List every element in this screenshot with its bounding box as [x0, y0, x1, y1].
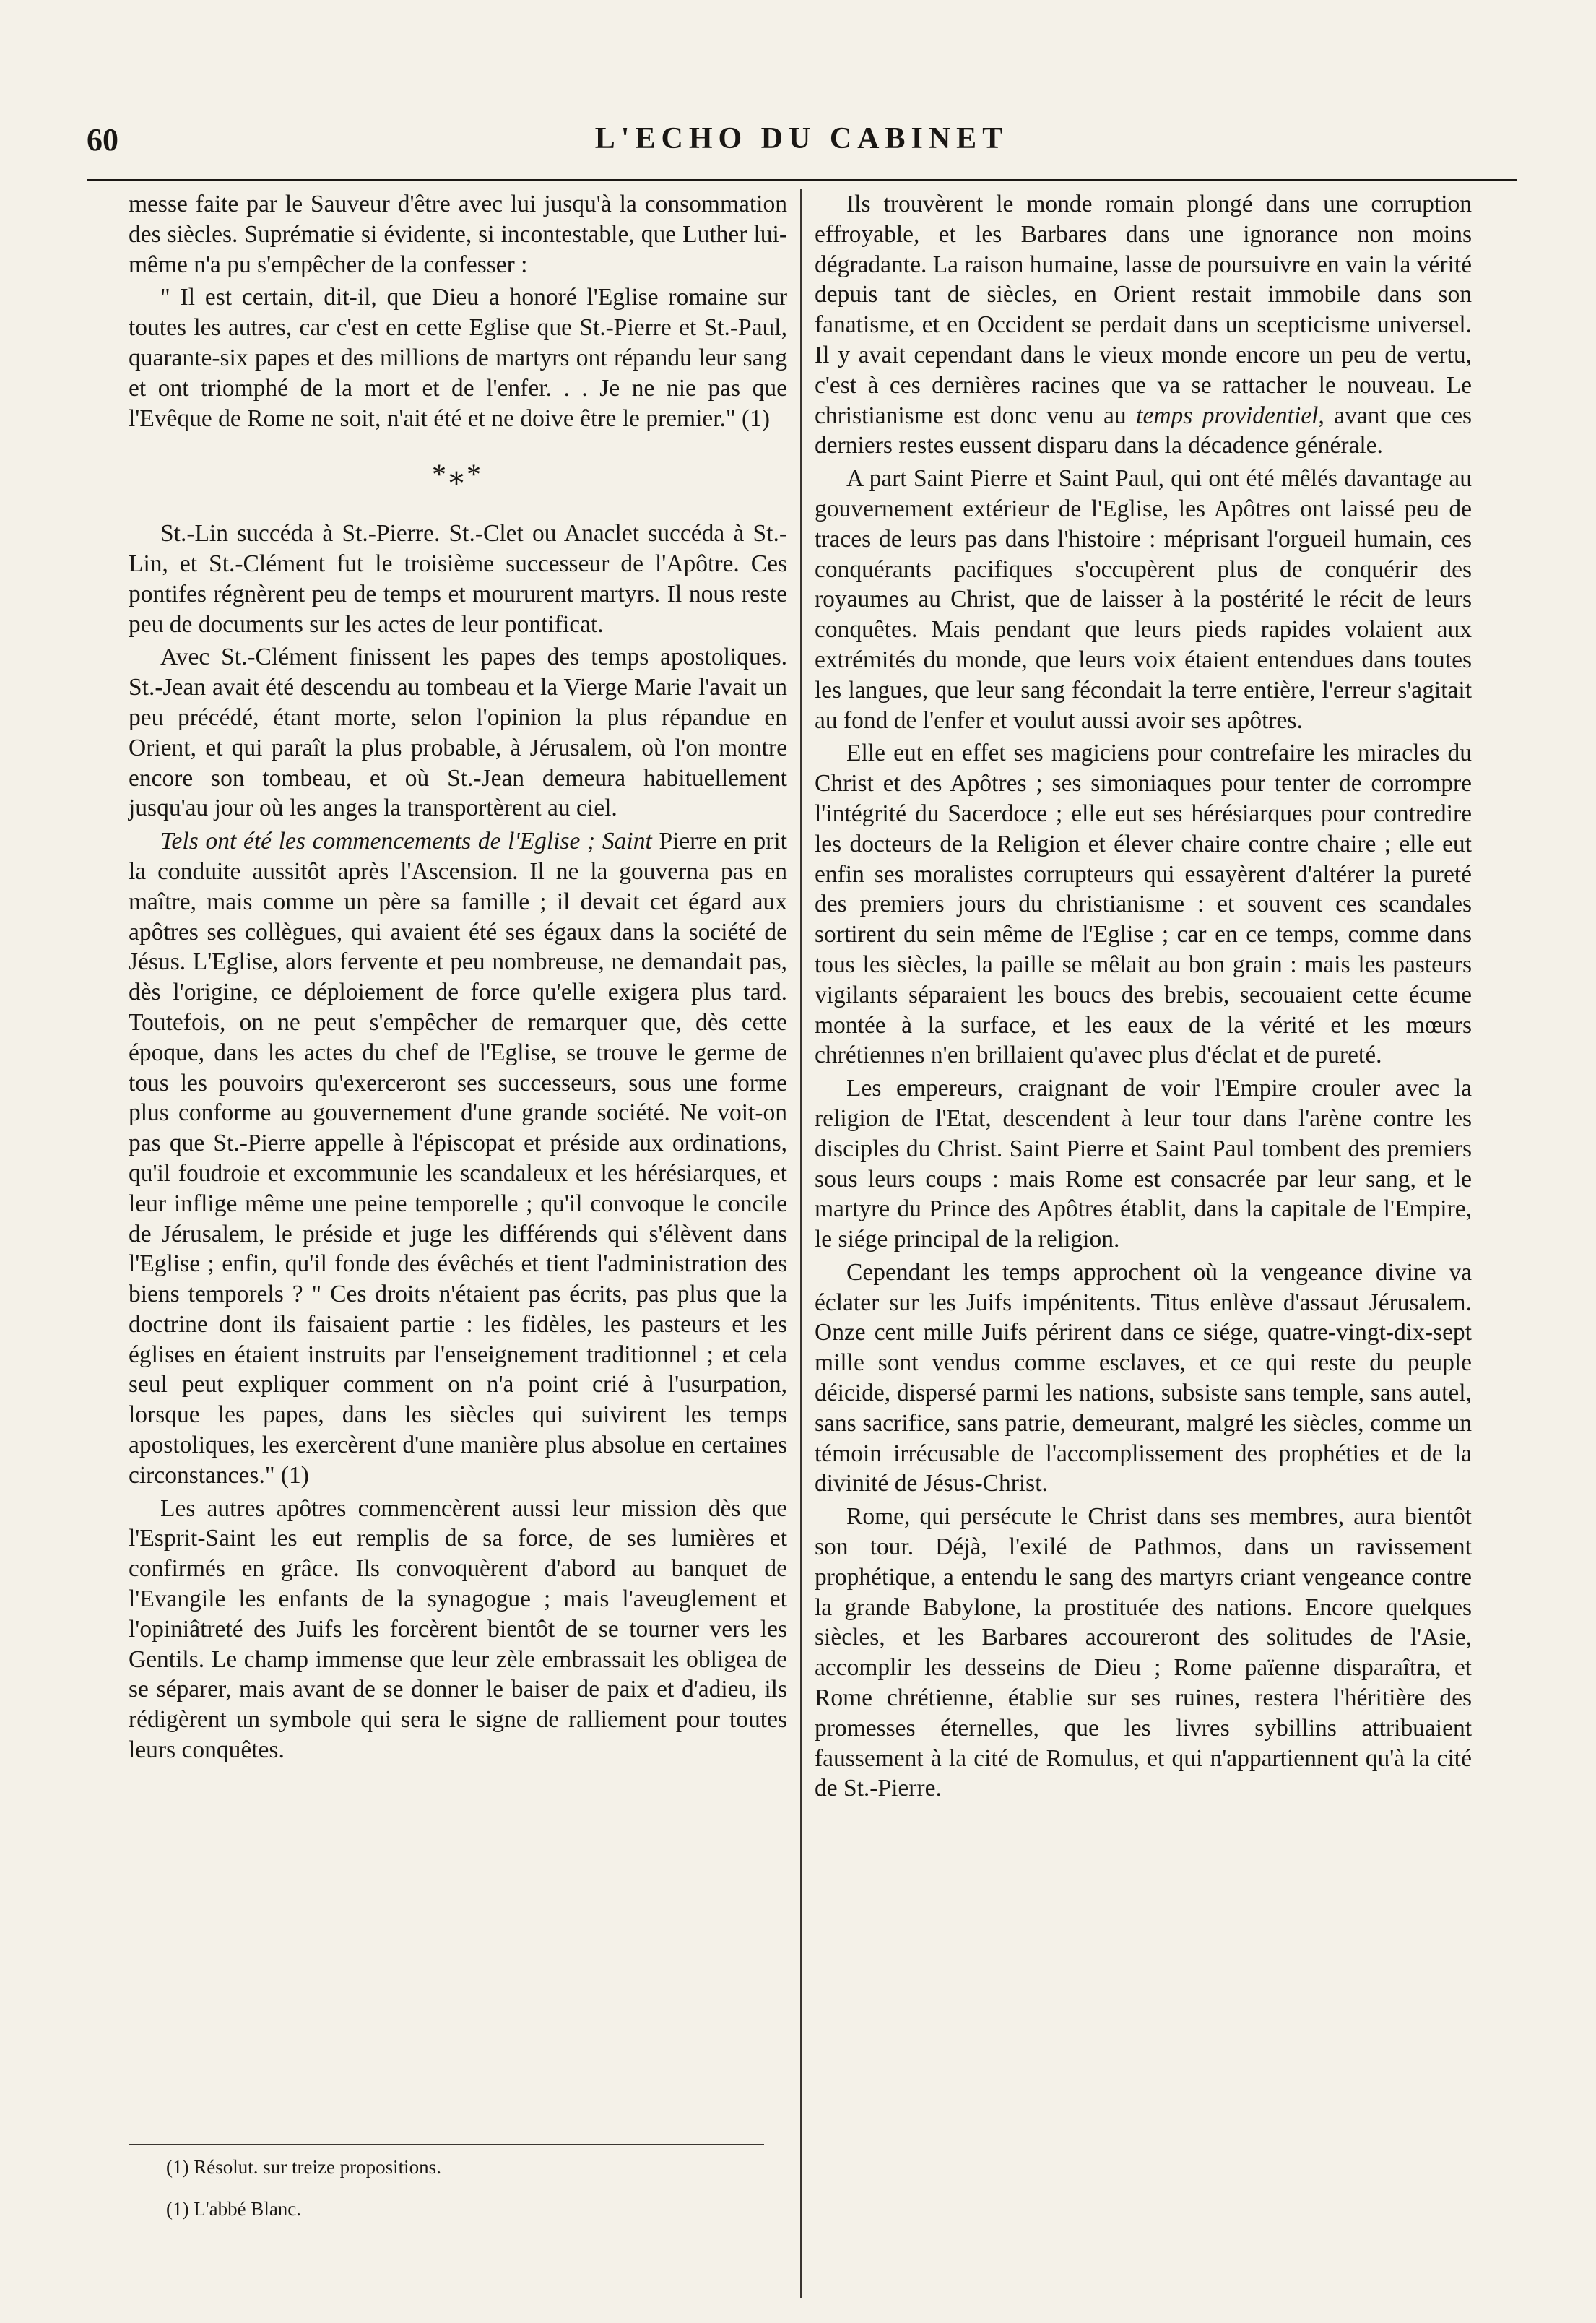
paragraph: Les autres apôtres commencèrent aussi leur mission dès que l'Esprit-Saint les eut remplis de sa force, de ses lumières et confirmés en grâce. Ils convoquèrent d'abord au banquet de l'Evangile les enfants de la synagogue ; mais l'aveuglement et l'opiniâtreté des Juifs les forcèrent bientôt de se tourner vers les Gentils. Le champ immense que leur zèle embrassait les obligea de se séparer, mais avant de se donner le baiser de paix et d'adieu, ils rédigèrent un symbole qui sera le signe de ralliement pour toutes leurs conquêtes.	[129, 1494, 787, 1764]
paragraph: A part Saint Pierre et Saint Paul, qui ont été mêlés davantage au gouvernement extérieur de l'Eglise, les Apôtres ont laissé peu de traces de leurs pas dans l'histoire : méprisant l'orgueil humain, ces conquérants pacifiques s'occupèrent plus de conquérir des royaumes au Christ, que de laisser à la postérité le récit de leurs conquêtes. Mais pendant que leurs pieds rapides volaient aux extrémités du monde, que leurs voix étaient entendues dans toutes les langues, que leur sang fécondait la terre entière, l'erreur s'agitait au fond de l'enfer et voulut aussi avoir ses apôtres.	[815, 465, 1472, 734]
paragraph-text: Ils trouvèrent le monde romain plongé dans une corruption effroyable, et les Barbares dans une ignorance non moins dégradante. La raison humaine, lasse de poursuivre en vain la vérité depuis tant de siècles, en Orient restait immobile dans son fanatisme, et en Occident se perdait dans un scepticisme universel. Il y avait cependant dans le vieux monde encore un peu de vertu, c'est à ces dernières racines que va se rattacher le nouveau. Le christianisme est donc venu au	[815, 191, 1472, 429]
footnote: (1) L'abbé Blanc.	[166, 2198, 302, 2220]
paragraph-text: , avant que ces derniers restes eussent disparu dans la décadence générale.	[815, 402, 1472, 459]
paragraph: Cependant les temps approchent où la vengeance divine va éclater sur les Juifs impénitents. Titus enlève d'assaut Jérusalem. Onze cent mille Juifs périrent dans ce siége, quatre-vingt-dix-sept mille sont vendus comme esclaves, et ce qui reste du peuple déicide, dispersé parmi les nations, subsiste sans temple, sans autel, sans sacrifice, sans patrie, demeurant, malgré les siècles, comme un témoin irrécusable de l'accomplissement des prophéties et de la divinité de Jésus-Christ.	[815, 1258, 1472, 1497]
page-header	[87, 121, 1517, 172]
quote-paragraph: " Il est certain, dit-il, que Dieu a honoré l'Eglise romaine sur toutes les autres, car c'est en cette Eglise que St.-Pierre et St.-Paul, quarante-six papes et des millions de martyrs ont répandu leur sang et ont triomphé de la mort et de l'enfer. . . Je ne nie pas que l'Evêque de Rome ne soit, n'ait été et ne doive être le premier." (1)	[129, 284, 787, 432]
footnote: (1) Résolut. sur treize propositions.	[166, 2156, 441, 2178]
italic-phrase: temps providentiel	[1136, 402, 1319, 429]
paragraph: Avec St.-Clément finissent les papes des temps apostoliques. St.-Jean avait été descendu au tombeau et la Vierge Marie l'avait un peu précédé, étant morte, selon l'opinion la plus répandue en Orient, et qui paraît la plus probable, à Jérusalem, où l'on montre encore son tombeau, et où St.-Jean demeura habituellement jusqu'au jour où les anges la transportèrent au ciel.	[129, 644, 787, 822]
paragraph: Les empereurs, craignant de voir l'Empire crouler avec la religion de l'Etat, descendent à leur tour dans l'arène contre les disciples du Christ. Saint Pierre et Saint Paul tombent des premiers sous leurs coups : mais Rome est consacrée par leur sang, et le martyre du Prince des Apôtres établit, dans la capitale de l'Empire, le siége principal de la religion.	[815, 1075, 1472, 1253]
right-column	[815, 189, 1472, 1807]
paragraph: messe faite par le Sauveur d'être avec lui jusqu'à la consommation des siècles. Suprématie si évidente, si incontestable, que Luther lui-même n'a pu s'empêcher de la confesser :	[129, 191, 787, 278]
footnote-rule	[129, 2144, 764, 2145]
paragraph	[129, 826, 787, 1491]
column-divider	[800, 189, 802, 2298]
page-number: 60	[87, 122, 118, 157]
section-separator: *⁎*	[432, 458, 484, 491]
paragraph: St.-Lin succéda à St.-Pierre. St.-Clet ou Anaclet succéda à St.-Lin, et St.-Clément fut le troisième successeur de l'Apôtre. Ces pontifes régnèrent peu de temps et moururent martyrs. Il nous reste peu de documents sur les actes de leur pontificat.	[129, 520, 787, 638]
running-title: L'ECHO DU CABINET	[594, 122, 1009, 155]
paragraph-text: Pierre en prit la conduite aussitôt après l'Ascension. Il ne la gouverna pas en maître, mais comme un père sa famille ; il devait cet égard aux apôtres ses collègues, qui avaient été ses égaux dans la société de Jésus. L'Eglise, alors fervente et peu nombreuse, ne demandait pas, dès l'origine, ce déploiement de force qu'elle exigera plus tard. Toutefois, on ne peut s'empêcher de remarquer que, dès cette époque, dans les actes du chef de l'Eglise, se trouve le germe de tous les pouvoirs qu'exerceront ses successeurs, sous une forme plus conforme au gouvernement d'une grande société. Ne voit-on pas que St.-Pierre appelle à l'épiscopat et préside aux ordinations, qu'il foudroie et excommunie les scandaleux et les hérésiarques, et leur inflige même une peine temporelle ; qu'il convoque le concile de Jérusalem, le préside et juge les différends qui s'élèvent dans l'Eglise ; enfin, qu'il fonde des évêchés et tient l'administration des biens temporels ? " Ces droits n'étaient pas écrits, pas plus que la doctrine dont ils faisaient partie : les fidèles, les pasteurs et les églises en étaient instruits par l'enseignement traditionnel ; et cela seul peut expliquer comment on n'a point crié à l'usurpation, lorsque les papes, dans les siècles qui suivirent les temps apostoliques, les exercèrent d'une manière plus absolue en certaines circonstances." (1)	[129, 828, 787, 1489]
left-column	[129, 189, 787, 1768]
footnotes	[166, 2154, 780, 2238]
header-rule	[87, 179, 1517, 181]
italic-phrase: Tels ont été les commencements de l'Eglise ; Saint	[160, 828, 652, 855]
paragraph: Rome, qui persécute le Christ dans ses membres, aura bientôt son tour. Déjà, l'exilé de Pathmos, dans un ravissement prophétique, a entendu le sang des martyrs criant vengeance contre la grande Babylone, la prostituée des nations. Encore quelques siècles, et les Barbares accoureront des solitudes de l'Asie, accomplir les desseins de Dieu ; Rome païenne disparaîtra, et Rome chrétienne, établie sur ses ruines, restera l'héritière des promesses éternelles, que les livres sybillins attribuaient faussement à la cité de Romulus, et qui n'appartiennent qu'à la cité de St.-Pierre.	[815, 1503, 1472, 1802]
paragraph: Elle eut en effet ses magiciens pour contrefaire les miracles du Christ et des Apôtres ; ses simoniaques pour tenter de corrompre l'intégrité du Sacerdoce ; elle eut ses hérésiarques pour contredire les docteurs de la Religion et élever chaire contre chaire ; elle eut enfin ses moralistes corrupteurs qui essayèrent d'altérer la pureté des premiers jours du christianisme : et souvent ces scandales sortirent du sein même de l'Eglise ; car en ce temps, comme dans tous les siècles, la paille se mêlait au bon grain : mais les pasteurs vigilants séparaient les boucs des brebis, secouaient cette écume montée à la surface, et les eaux de la vérité et les mœurs chrétiennes n'en brillaient qu'avec plus d'éclat et de pureté.	[815, 740, 1472, 1069]
paragraph	[815, 189, 1472, 461]
